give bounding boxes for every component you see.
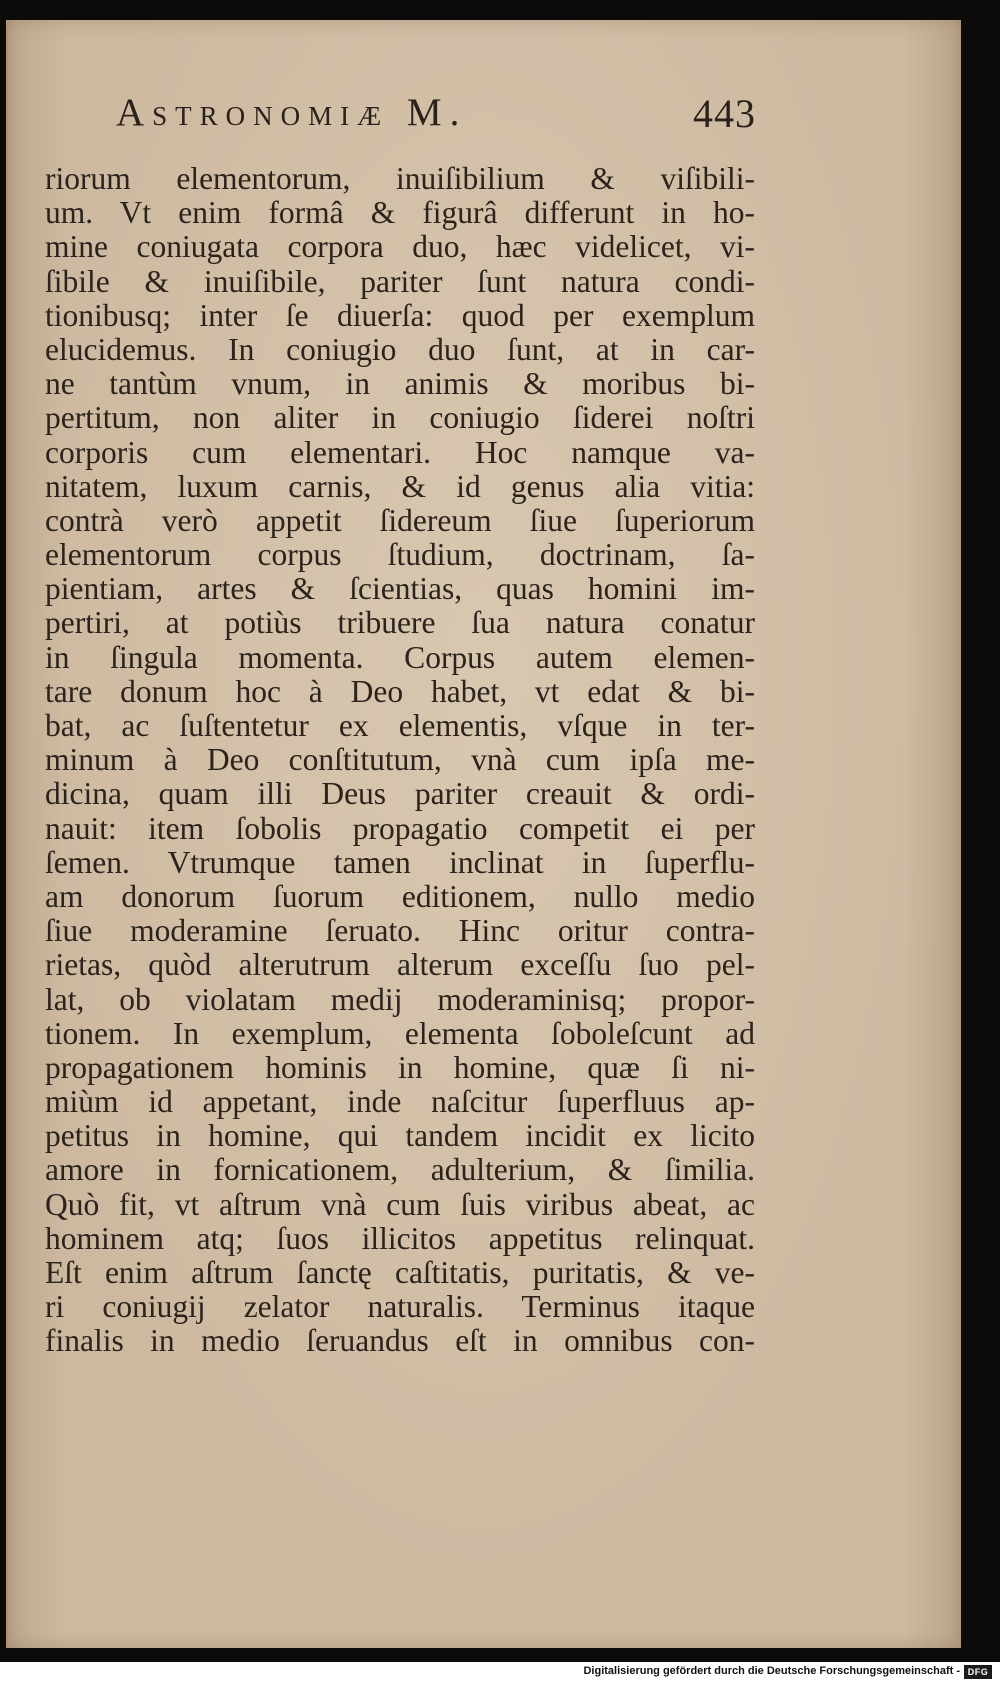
text-line: ſiue moderamine ſeruato. Hinc oritur contra- <box>45 914 755 949</box>
text-line: tionibusq; inter ſe diuerſa: quod per exemplum <box>45 298 755 333</box>
text-line: bat, ac ſuſtentetur ex elementis, vſque in ter- <box>45 709 755 743</box>
text-line: corporis cum elementari. Hoc namque va- <box>45 435 755 470</box>
text-line: um. Vt enim formâ & figurâ differunt in ho- <box>45 196 755 231</box>
text-line: nitatem, luxum carnis, & id genus alia vitia: <box>45 469 755 504</box>
text-line: miùm id appetant, inde naſcitur ſuperfluus ap- <box>45 1085 755 1120</box>
text-line: ſibile & inuiſibile, pariter ſunt natura condi- <box>45 264 755 299</box>
text-line: nauit: item ſobolis propagatio competit ei per <box>45 811 755 846</box>
text-line: amore in fornicationem, adulterium, & ſimilia. <box>45 1153 755 1188</box>
text-line: Eſt enim aſtrum ſanctę caſtitatis, puritatis, & ve- <box>45 1256 755 1290</box>
text-line: pertiri, at potiùs tribuere ſua natura conatur <box>45 606 755 641</box>
running-title: Astronomiæ M. <box>116 91 468 134</box>
footer-credit: Digitalisierung gefördert durch die Deutsche Forschungsgemeinschaft - <box>583 1665 960 1677</box>
dfg-logo: DFG <box>964 1665 992 1679</box>
text-line: finalis in medio ſeruandus eſt in omnibus con- <box>45 1324 755 1359</box>
text-line: am donorum ſuorum editionem, nullo medio <box>45 879 755 914</box>
text-line: tionem. In exemplum, elementa ſoboleſcunt ad <box>45 1016 755 1051</box>
text-line: pertitum, non aliter in coniugio ſiderei noſtri <box>45 401 755 436</box>
body-text <box>45 162 755 1359</box>
text-line: lat, ob violatam medij moderaminisq; propor- <box>45 982 755 1017</box>
book-page <box>6 20 961 1648</box>
page-header <box>116 90 756 150</box>
text-line: riorum elementorum, inuiſibilium & viſibili- <box>45 162 755 196</box>
text-line: contrà verò appetit ſidereum ſiue ſuperiorum <box>45 503 755 538</box>
text-line: pientiam, artes & ſcientias, quas homini im- <box>45 572 755 607</box>
text-line: mine coniugata corpora duo, hæc videlicet, vi- <box>45 230 755 265</box>
text-line: rietas, quòd alterutrum alterum exceſſu ſuo pel- <box>45 948 755 983</box>
text-line: propagationem hominis in homine, quæ ſi ni- <box>45 1050 755 1085</box>
text-line: hominem atq; ſuos illicitos appetitus relinquat. <box>45 1221 755 1256</box>
text-line: petitus in homine, qui tandem incidit ex licito <box>45 1119 755 1154</box>
text-line: ne tantùm vnum, in animis & moribus bi- <box>45 367 755 402</box>
text-line: ri coniugij zelator naturalis. Terminus itaque <box>45 1290 755 1325</box>
text-line: elucidemus. In coniugio duo ſunt, at in car- <box>45 332 755 367</box>
text-line: dicina, quam illi Deus pariter creauit & ordi- <box>45 777 755 812</box>
page-number: 443 <box>693 91 756 136</box>
text-line: Quò fit, vt aſtrum vnà cum ſuis viribus abeat, ac <box>45 1187 755 1222</box>
digitization-footer <box>0 1662 1000 1683</box>
text-line: ſemen. Vtrumque tamen inclinat in ſuperflu- <box>45 845 755 880</box>
text-line: tare donum hoc à Deo habet, vt edat & bi- <box>45 674 755 709</box>
text-line: in ſingula momenta. Corpus autem elemen- <box>45 640 755 675</box>
text-line: elementorum corpus ſtudium, doctrinam, ſa- <box>45 538 755 573</box>
text-line: minum à Deo conſtitutum, vnà cum ipſa me- <box>45 743 755 778</box>
